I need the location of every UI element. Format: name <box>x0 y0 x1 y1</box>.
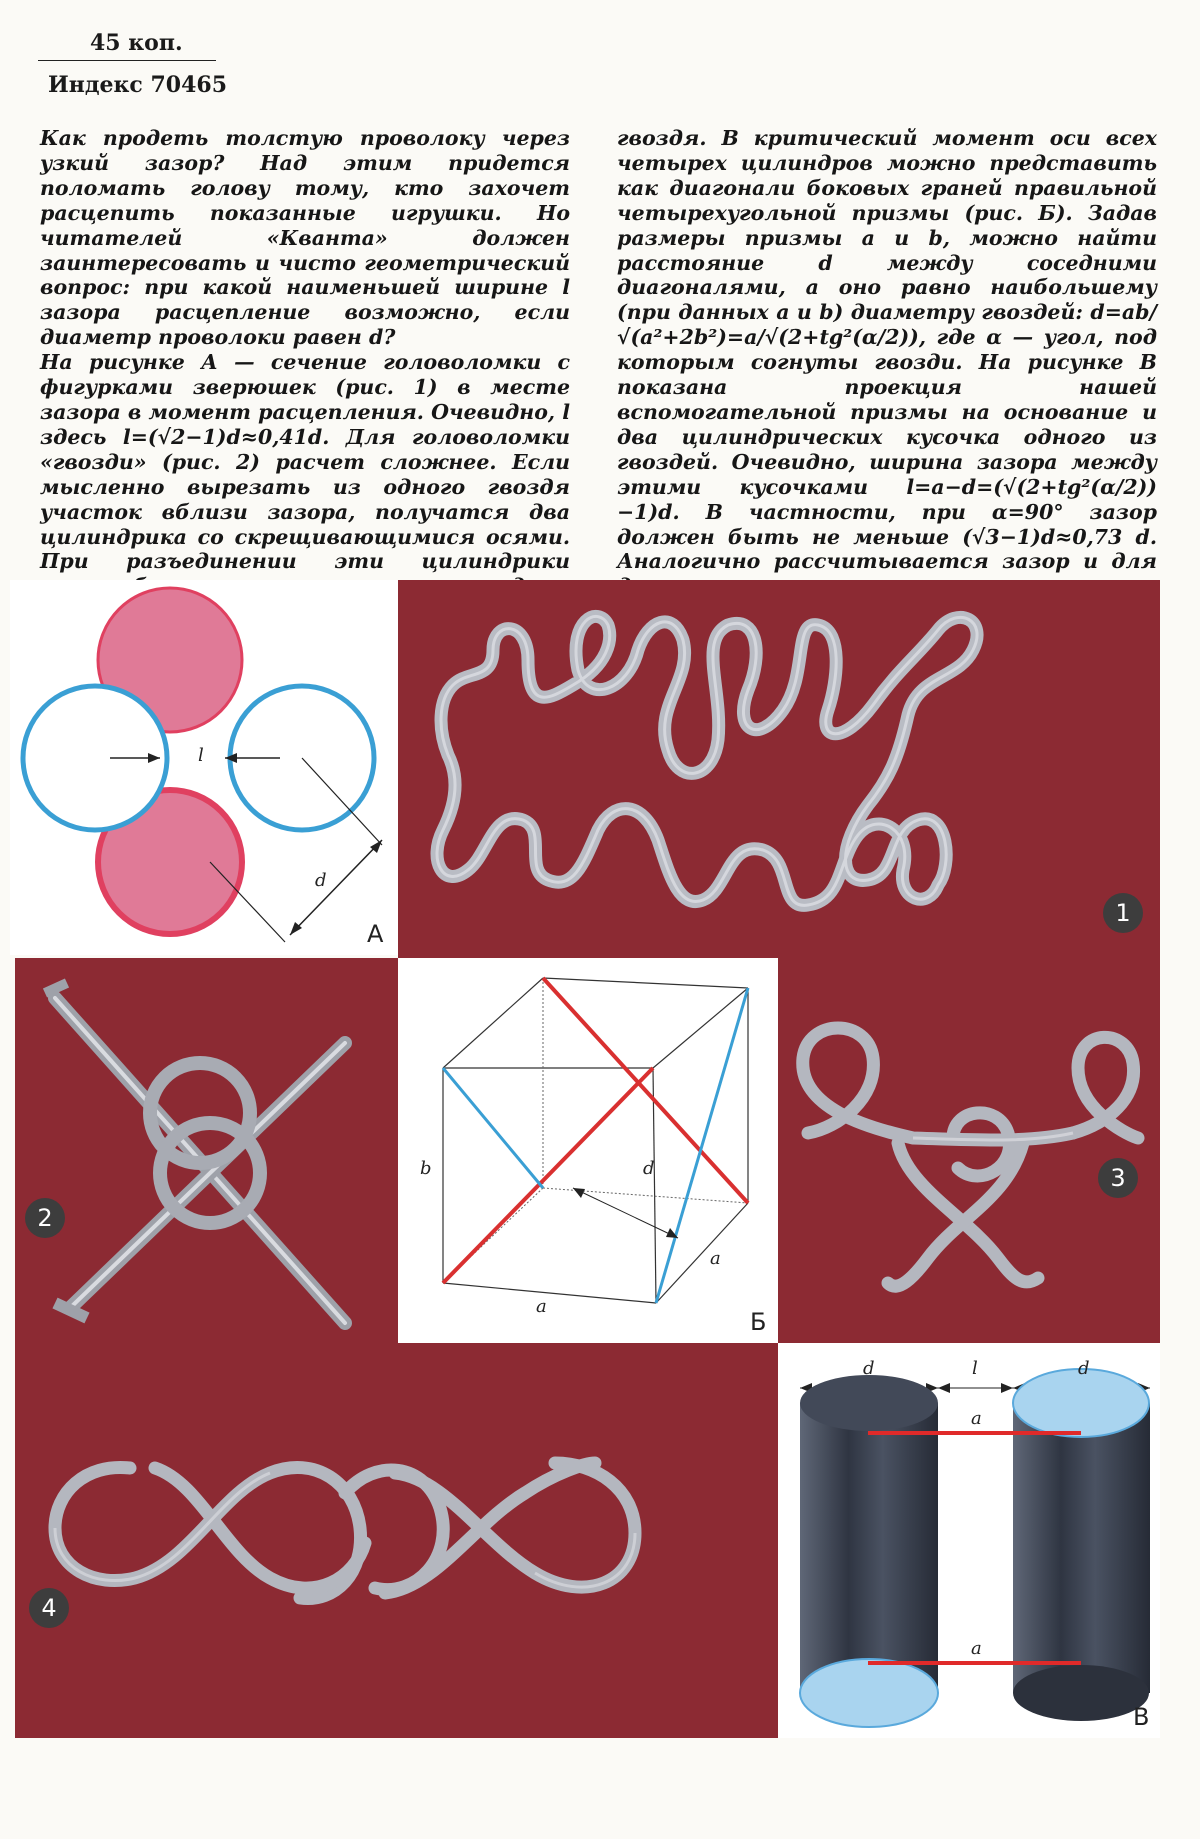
figure-number-4: 4 <box>29 1588 69 1628</box>
figure-number-3: 3 <box>1098 1158 1138 1198</box>
figure-b-label-d: d <box>643 1158 655 1179</box>
figure-number-2: 2 <box>25 1198 65 1238</box>
article-text-left: Как продеть толстую проволоку через узкий зазор? Над этим придется поломать голову тому, кто захочет расцепить показанные игрушки. Но читателей «Кванта» должен заинтересовать и чисто геометрический вопрос: при какой наименьшей ширине l зазора расцепление возможно, если диаметр проволоки равен d? На рисунке А — сечение головоломки с фигурками зверюшек (рис. 1) в месте зазора в момент расцепления. Очевидно, l здесь l=(√2−1)d≈0,41d. Для головоломки «гвозди» (рис. 2) расчет сложнее. Если мысленно вырезать из одного гвоздя участок вблизи зазора, получатся два цилиндрика со скрещивающимися осями. При разъединении эти цилиндрики <box>40 126 570 574</box>
puzzle-2-nails <box>15 958 398 1343</box>
article-text-right: гвоздя. В критический момент оси всех четырех цилиндров можно представить как диагонали боковых граней правильной четырехугольной призмы (рис. Б). Задав размеры призмы a и b, можно найти расстояние d между соседними диагоналями, а оно равно наибольшему (при данных a и b) диаметру гвоздей: d=ab/√(a²+2b²)=a/√(2+tg²(α/2)), где α — угол, под которым согнуты гвозди. На рисунке В показана проекция нашей вспомогательной призмы на основание и два цилиндрических кусочка одного из гвоздей. Очевидно, ширина зазора между этими кусочками l=a−d=(√(2+tg²(α/2))−1)d. В частности, при α=90° зазор должен быть не меньше (√3−1)d≈0,73 d. Аналогично рассчитывается зазор и для <box>617 126 1157 574</box>
subscription-index: Индекс 70465 <box>48 72 228 98</box>
figure-v-label-a2: a <box>971 1638 982 1659</box>
figure-a-letter: А <box>367 920 384 948</box>
figure-v-label-a1: a <box>971 1408 982 1429</box>
figure-b-prism <box>398 958 778 1343</box>
price: 45 коп. <box>90 30 183 56</box>
figure-a-label-d: d <box>315 870 327 891</box>
figure-v-label-d2: d <box>1078 1358 1090 1379</box>
figure-b-label-a1: a <box>536 1296 547 1317</box>
figure-v <box>778 1343 1160 1738</box>
header-rule <box>38 60 216 61</box>
panel-1-animal-puzzle <box>398 580 1160 958</box>
figure-b-letter: Б <box>750 1308 767 1336</box>
figure-number-1: 1 <box>1103 893 1143 933</box>
figure-a-label-l: l <box>198 745 204 766</box>
panel-4-rings-puzzle <box>15 1343 778 1738</box>
text-column-right <box>617 126 1157 599</box>
figure-v-letter: В <box>1133 1703 1150 1731</box>
figure-b-label-a2: a <box>710 1248 721 1269</box>
puzzle-1-wire <box>398 580 1160 958</box>
text-column-left <box>40 126 570 649</box>
figure-v-label-l: l <box>972 1358 978 1379</box>
figure-a-drawing <box>10 580 400 955</box>
figure-b-label-b: b <box>420 1158 432 1179</box>
figure-v-label-d1: d <box>863 1358 875 1379</box>
puzzle-4-wire <box>15 1343 778 1738</box>
panel-3-loops-puzzle <box>778 958 1160 1343</box>
panel-2-nails-puzzle <box>15 958 398 1343</box>
puzzle-3-wire <box>778 958 1160 1343</box>
figure-b <box>398 958 778 1343</box>
figure-a <box>10 580 400 955</box>
figure-v-cylinders <box>778 1343 1160 1738</box>
